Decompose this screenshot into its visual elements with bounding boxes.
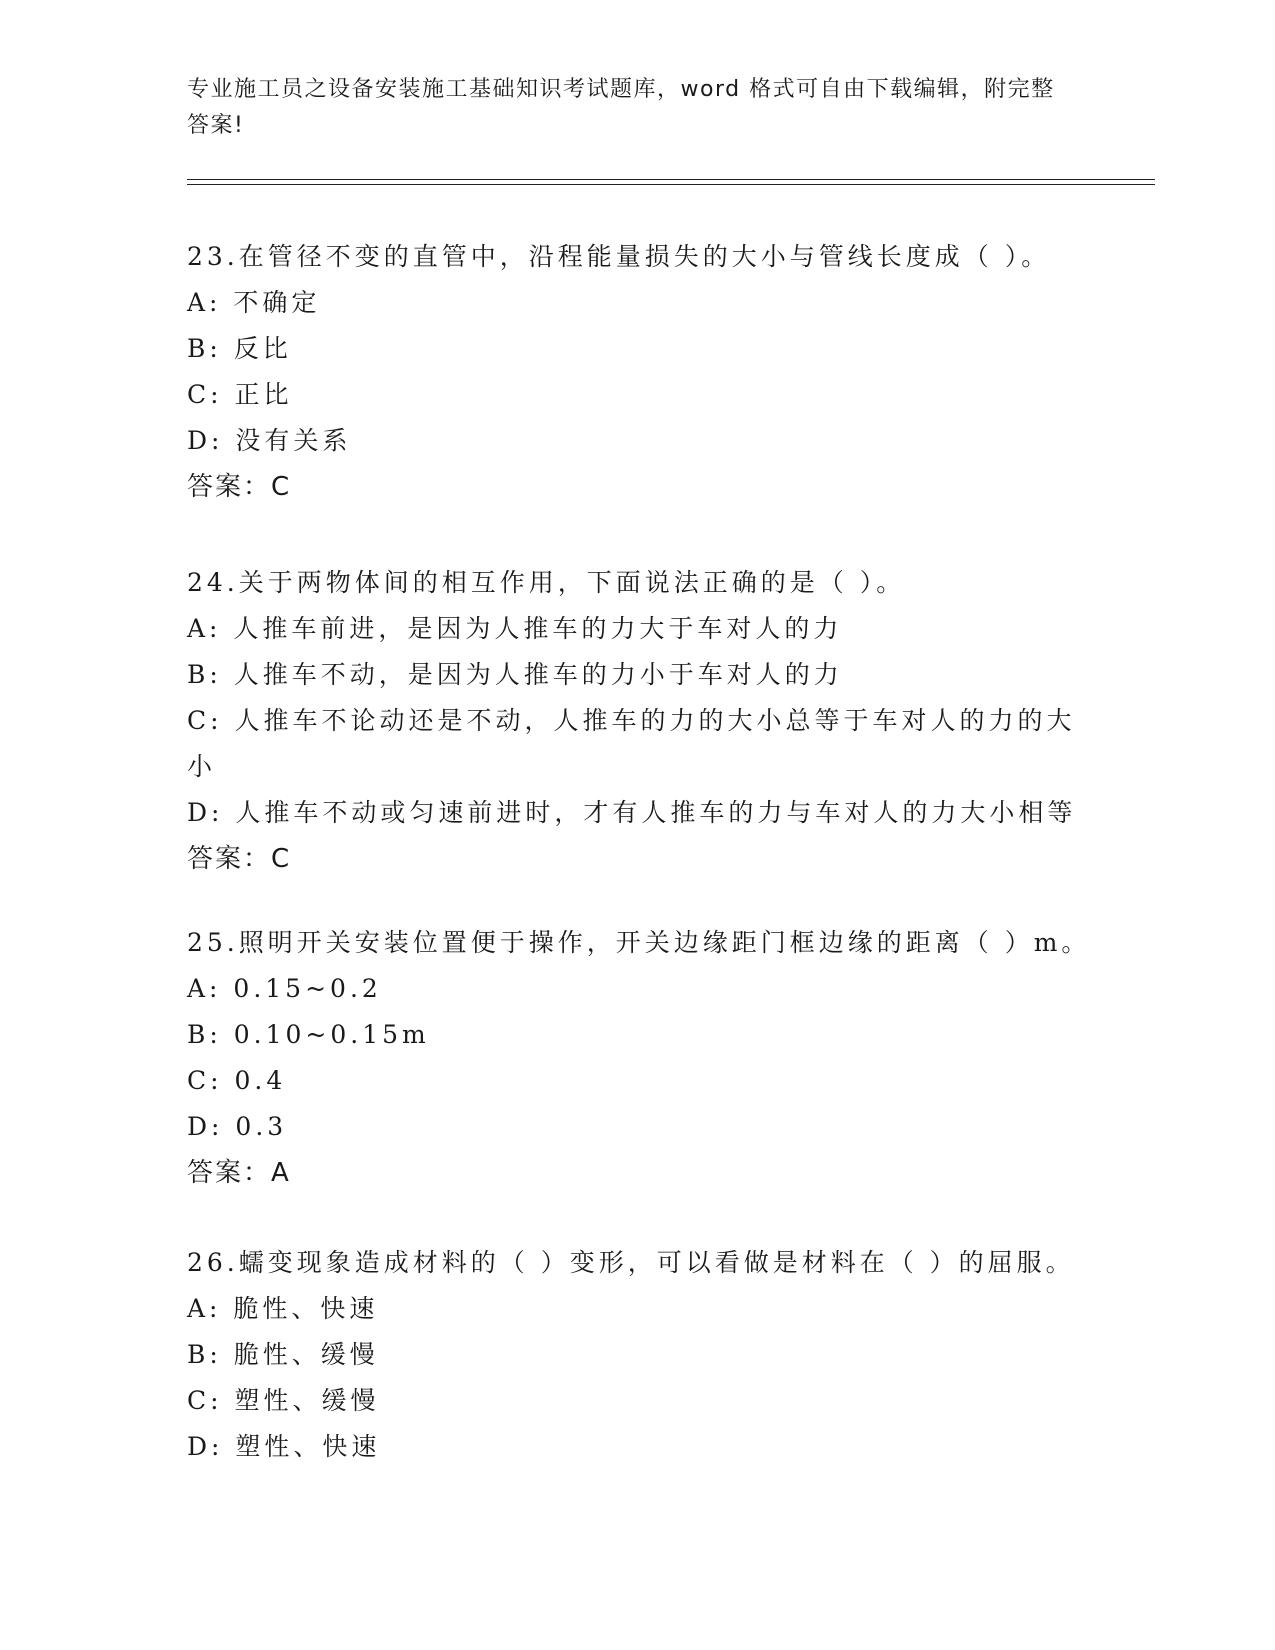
answer-line: 答案：C: [187, 472, 292, 502]
header-divider-top: [187, 179, 1155, 180]
option-b: B: 0.10~0.15m: [187, 1020, 430, 1049]
option-a: A: 0.15~0.2: [187, 974, 382, 1003]
option-b: B: 反比: [187, 334, 292, 363]
question-24: [187, 560, 1087, 882]
question-23: [187, 234, 1087, 510]
document-header-note: 专业施工员之设备安装施工基础知识考试题库，word 格式可自由下载编辑，附完整答案!: [187, 77, 1055, 138]
option-d: D: 塑性、快速: [187, 1432, 381, 1461]
question-25: [187, 920, 1091, 1196]
option-a: A: 人推车前进，是因为人推车的力大于车对人的力: [187, 614, 843, 643]
option-c: C: 塑性、缓慢: [187, 1386, 380, 1415]
option-c: C: 正比: [187, 380, 293, 409]
question-stem: 25.照明开关安装位置便于操作，开关边缘距门框边缘的距离（ ）m。: [187, 928, 1091, 957]
answer-line: 答案：C: [187, 844, 292, 874]
option-c: C: 0.4: [187, 1066, 287, 1095]
option-a: A: 脆性、快速: [187, 1294, 379, 1323]
option-b: B: 脆性、缓慢: [187, 1340, 379, 1369]
option-c: C: 人推车不论动还是不动，人推车的力的大小总等于车对人的力的大小: [187, 706, 1076, 781]
question-stem: 23.在管径不变的直管中，沿程能量损失的大小与管线长度成（ ）。: [187, 242, 1051, 271]
answer-line: 答案：A: [187, 1158, 291, 1188]
question-stem: 24.关于两物体间的相互作用，下面说法正确的是（ ）。: [187, 568, 906, 597]
header-divider-bottom: [187, 184, 1155, 185]
option-d: D: 没有关系: [187, 426, 352, 455]
option-d: D: 0.3: [187, 1112, 288, 1141]
question-26: [187, 1240, 1087, 1470]
option-b: B: 人推车不动，是因为人推车的力小于车对人的力: [187, 660, 843, 689]
option-d: D: 人推车不动或匀速前进时，才有人推车的力与车对人的力大小相等: [187, 798, 1077, 827]
question-stem: 26.蠕变现象造成材料的（ ）变形，可以看做是材料在（ ）的屈服。: [187, 1248, 1075, 1277]
option-a: A: 不确定: [187, 288, 321, 317]
